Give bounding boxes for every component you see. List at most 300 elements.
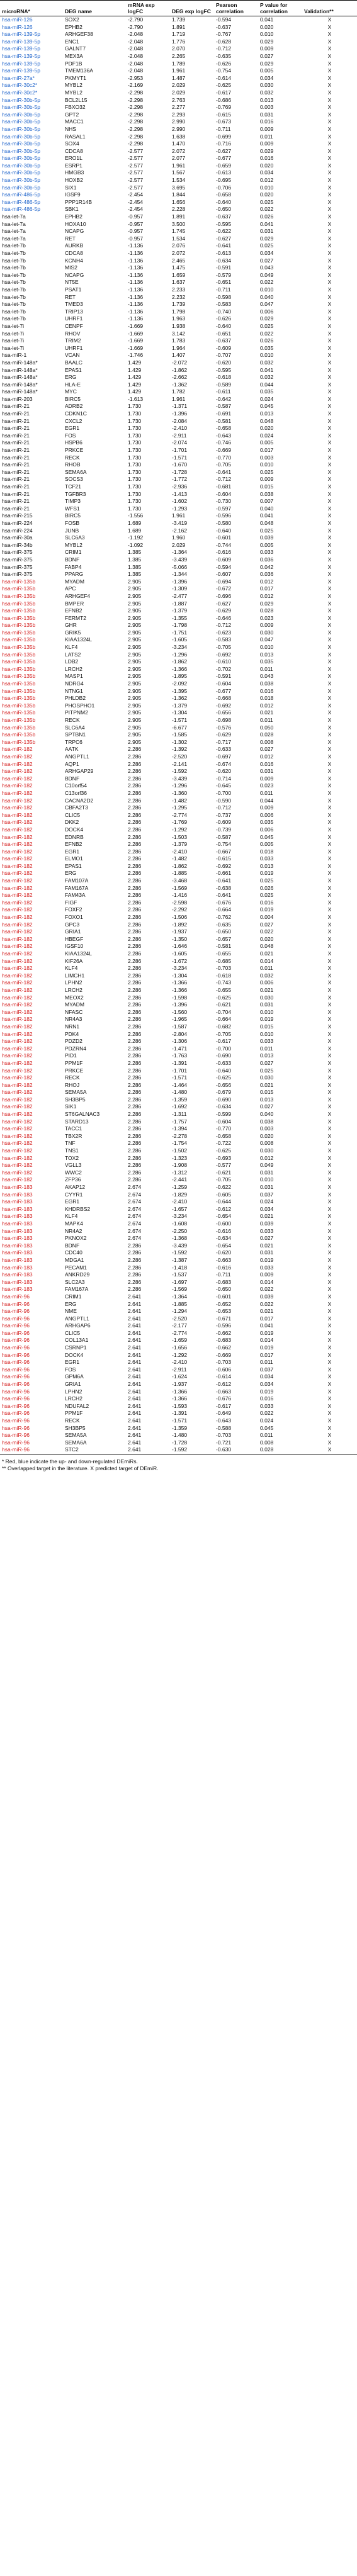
cell-pvalue: 0.013 xyxy=(260,651,274,658)
table-row xyxy=(0,651,357,659)
cell-pearson: -0.590 xyxy=(216,797,232,804)
cell-validation: X xyxy=(327,23,332,30)
table-row xyxy=(0,1045,357,1053)
cell-microrna: hsa-let-7b xyxy=(2,257,26,264)
cell-deg-name: BAALC xyxy=(65,359,82,366)
cell-validation: X xyxy=(327,45,332,52)
table-row xyxy=(0,1352,357,1359)
cell-pearson: -0.663 xyxy=(216,1256,232,1263)
table-row xyxy=(0,1191,357,1199)
cell-pvalue: 0.030 xyxy=(260,994,274,1001)
cell-deg-name: FABP4 xyxy=(65,563,82,570)
cell-mrna-exp: 2.905 xyxy=(128,622,142,629)
cell-deg-name: MAPK4 xyxy=(65,1220,83,1227)
cell-deg-exp: 1.844 xyxy=(172,191,186,198)
cell-microrna: hsa-miR-203 xyxy=(2,395,33,402)
table-row xyxy=(0,804,357,812)
table-row xyxy=(0,1366,357,1374)
cell-pvalue: 0.031 xyxy=(260,228,274,235)
cell-deg-name: PECAM1 xyxy=(65,1264,87,1271)
cell-microrna: hsa-miR-96 xyxy=(2,1424,30,1431)
cell-microrna: hsa-miR-182 xyxy=(2,986,33,993)
cell-mrna-exp: -1.136 xyxy=(128,250,144,256)
cell-pvalue: 0.009 xyxy=(260,804,274,811)
cell-pearson: -0.640 xyxy=(216,1067,232,1074)
cell-pearson: -0.613 xyxy=(216,250,232,256)
table-row xyxy=(0,162,357,170)
cell-validation: X xyxy=(327,1074,332,1081)
cell-pvalue: 0.030 xyxy=(260,1147,274,1154)
cell-pearson: -0.676 xyxy=(216,1395,232,1402)
cell-deg-exp: -1.344 xyxy=(172,571,188,578)
table-row xyxy=(0,235,357,243)
cell-pearson: -0.627 xyxy=(216,147,232,154)
cell-mrna-exp: -2.298 xyxy=(128,96,144,103)
table-row xyxy=(0,1322,357,1330)
cell-validation: X xyxy=(327,1140,332,1147)
cell-deg-exp: -1.394 xyxy=(172,1125,188,1132)
table-row xyxy=(0,877,357,885)
cell-pvalue: 0.015 xyxy=(260,1089,274,1096)
cell-pvalue: 0.005 xyxy=(260,841,274,848)
cell-validation: X xyxy=(327,111,332,118)
cell-microrna: hsa-miR-182 xyxy=(2,979,33,986)
cell-deg-name: PID1 xyxy=(65,1052,77,1059)
table-row xyxy=(0,1403,357,1410)
cell-pearson: -0.705 xyxy=(216,1030,232,1037)
cell-microrna: hsa-miR-182 xyxy=(2,1030,33,1037)
cell-validation: X xyxy=(327,60,332,67)
cell-validation: X xyxy=(327,1191,332,1198)
table-row xyxy=(0,702,357,710)
cell-mrna-exp: -2.298 xyxy=(128,89,144,96)
cell-pearson: -0.664 xyxy=(216,906,232,913)
cell-mrna-exp: 2.286 xyxy=(128,862,142,869)
cell-validation: X xyxy=(327,337,332,344)
cell-pearson: -0.579 xyxy=(216,271,232,278)
cell-mrna-exp: -2.048 xyxy=(128,38,144,45)
cell-microrna: hsa-miR-182 xyxy=(2,1081,33,1088)
cell-deg-name: CRIM1 xyxy=(65,1293,82,1300)
table-row xyxy=(0,155,357,162)
cell-pearson: -0.651 xyxy=(216,279,232,286)
cell-deg-exp: -1.395 xyxy=(172,687,188,694)
cell-microrna: hsa-miR-135b xyxy=(2,600,36,607)
cell-deg-name: GPT2 xyxy=(65,111,79,118)
cell-validation: X xyxy=(327,753,332,760)
cell-deg-exp: -1.602 xyxy=(172,498,188,505)
cell-microrna: hsa-let-7b xyxy=(2,301,26,308)
cell-deg-exp: -1.323 xyxy=(172,1154,188,1161)
cell-validation: X xyxy=(327,1351,332,1358)
cell-pvalue: 0.009 xyxy=(260,622,274,629)
cell-microrna: hsa-miR-182 xyxy=(2,1103,33,1110)
cell-mrna-exp: 2.286 xyxy=(128,1111,142,1118)
cell-pvalue: 0.022 xyxy=(260,1286,274,1293)
cell-microrna: hsa-miR-182 xyxy=(2,884,33,891)
cell-microrna: hsa-miR-182 xyxy=(2,1074,33,1081)
cell-deg-exp: -1.295 xyxy=(172,804,188,811)
cell-validation: X xyxy=(327,38,332,45)
table-row xyxy=(0,388,357,396)
cell-mrna-exp: 2.674 xyxy=(128,1184,142,1190)
cell-mrna-exp: -2.577 xyxy=(128,147,144,154)
cell-deg-exp: -1.571 xyxy=(172,1417,188,1424)
cell-microrna: hsa-let-7b xyxy=(2,264,26,271)
table-row xyxy=(0,1125,357,1133)
cell-validation: X xyxy=(327,104,332,111)
table-row xyxy=(0,16,357,24)
cell-deg-exp: -1.413 xyxy=(172,490,188,497)
cell-validation: X xyxy=(327,848,332,855)
table-row xyxy=(0,264,357,272)
cell-pvalue: 0.028 xyxy=(260,607,274,614)
cell-pvalue: 0.013 xyxy=(260,410,274,417)
cell-pvalue: 0.021 xyxy=(260,986,274,993)
cell-mrna-exp: 1.429 xyxy=(128,366,142,373)
cell-pvalue: 0.031 xyxy=(260,1184,274,1190)
cell-deg-name: BDNF xyxy=(65,556,80,563)
cell-deg-exp: -2.410 xyxy=(172,848,188,855)
cell-microrna: hsa-miR-135b xyxy=(2,731,36,738)
cell-deg-name: LIMCH1 xyxy=(65,972,85,979)
cell-validation: X xyxy=(327,447,332,454)
cell-deg-exp: -1.569 xyxy=(172,1286,188,1293)
cell-deg-name: EPAS1 xyxy=(65,366,82,373)
cell-mrna-exp: 2.286 xyxy=(128,1030,142,1037)
cell-validation: X xyxy=(327,1242,332,1249)
cell-deg-name: SBK1 xyxy=(65,206,79,213)
table-row xyxy=(0,199,357,206)
cell-pvalue: 0.033 xyxy=(260,549,274,556)
cell-validation: X xyxy=(327,534,332,541)
cell-deg-exp: -1.763 xyxy=(172,1052,188,1059)
cell-mrna-exp: 1.730 xyxy=(128,447,142,454)
table-row xyxy=(0,1052,357,1060)
cell-deg-name: PRKCE xyxy=(65,447,84,454)
table-row xyxy=(0,512,357,520)
cell-pvalue: 0.019 xyxy=(260,1329,274,1336)
cell-deg-name: CRIM1 xyxy=(65,549,82,556)
cell-mrna-exp: 2.641 xyxy=(128,1424,142,1431)
footnotes xyxy=(0,1454,357,1472)
cell-deg-exp: -1.366 xyxy=(172,979,188,986)
table-row xyxy=(0,899,357,907)
cell-microrna: hsa-miR-182 xyxy=(2,848,33,855)
cell-pearson: -0.598 xyxy=(216,293,232,300)
cell-pearson: -0.621 xyxy=(216,1001,232,1008)
cell-pvalue: 0.043 xyxy=(260,673,274,680)
cell-pearson: -0.601 xyxy=(216,1293,232,1300)
cell-validation: X xyxy=(327,1045,332,1052)
cell-validation: X xyxy=(327,439,332,446)
cell-mrna-exp: -1.613 xyxy=(128,395,144,402)
cell-pvalue: 0.010 xyxy=(260,1176,274,1183)
cell-mrna-exp: 2.905 xyxy=(128,592,142,599)
cell-pearson: -0.607 xyxy=(216,571,232,578)
cell-pearson: -0.652 xyxy=(216,1300,232,1307)
cell-microrna: hsa-let-7i xyxy=(2,322,24,329)
cell-pearson: -0.703 xyxy=(216,1432,232,1439)
cell-deg-exp: 2.763 xyxy=(172,96,186,103)
cell-validation: X xyxy=(327,1023,332,1030)
table-row xyxy=(0,1344,357,1352)
cell-deg-exp: 1.961 xyxy=(172,512,186,519)
cell-pvalue: 0.011 xyxy=(260,665,273,672)
table-row xyxy=(0,1432,357,1439)
cell-validation: X xyxy=(327,279,332,286)
cell-pvalue: 0.018 xyxy=(260,695,274,702)
cell-mrna-exp: 1.730 xyxy=(128,490,142,497)
cell-deg-name: SEMA6A xyxy=(65,1439,87,1446)
table-row xyxy=(0,1023,357,1031)
cell-deg-exp: -1.294 xyxy=(172,1308,188,1315)
cell-pearson: -0.614 xyxy=(216,74,232,81)
cell-deg-exp: 2.029 xyxy=(172,541,186,548)
cell-deg-exp: -1.296 xyxy=(172,651,188,658)
cell-deg-exp: 1.745 xyxy=(172,228,186,235)
cell-deg-exp: 2.232 xyxy=(172,293,186,300)
table-row xyxy=(0,1264,357,1272)
table-row xyxy=(0,1439,357,1447)
cell-pvalue: 0.034 xyxy=(260,1381,274,1388)
cell-microrna: hsa-miR-182 xyxy=(2,797,33,804)
cell-pvalue: 0.027 xyxy=(260,921,274,928)
cell-pvalue: 0.014 xyxy=(260,957,274,964)
cell-mrna-exp: 2.286 xyxy=(128,1132,142,1139)
cell-pearson: -0.620 xyxy=(216,768,232,775)
cell-microrna: hsa-miR-96 xyxy=(2,1388,30,1395)
cell-pvalue: 0.005 xyxy=(260,67,274,74)
cell-deg-exp: -1.728 xyxy=(172,468,188,475)
cell-deg-name: TMEM136A xyxy=(65,67,93,74)
table-row xyxy=(0,826,357,834)
table-row xyxy=(0,666,357,673)
cell-validation: X xyxy=(327,498,332,505)
cell-pearson: -0.616 xyxy=(216,1227,232,1234)
cell-deg-exp: -1.728 xyxy=(172,1439,188,1446)
cell-pvalue: 0.006 xyxy=(260,979,274,986)
cell-mrna-exp: 2.286 xyxy=(128,892,142,899)
table-row xyxy=(0,476,357,483)
cell-mrna-exp: -2.577 xyxy=(128,155,144,162)
cell-microrna: hsa-miR-182 xyxy=(2,877,33,884)
cell-microrna: hsa-miR-21 xyxy=(2,410,30,417)
cell-validation: X xyxy=(327,1249,332,1256)
cell-pvalue: 0.010 xyxy=(260,286,274,293)
cell-pvalue: 0.011 xyxy=(260,717,273,723)
cell-deg-exp: -1.585 xyxy=(172,731,188,738)
table-row xyxy=(0,67,357,75)
cell-mrna-exp: 2.286 xyxy=(128,1052,142,1059)
cell-microrna: hsa-miR-183 xyxy=(2,1220,33,1227)
cell-deg-exp: -1.416 xyxy=(172,892,188,899)
cell-mrna-exp: 2.905 xyxy=(128,585,142,592)
cell-deg-name: DKK2 xyxy=(65,819,79,826)
cell-validation: X xyxy=(327,1395,332,1402)
table-row xyxy=(0,1198,357,1206)
cell-deg-name: SH3BP5 xyxy=(65,1096,86,1103)
cell-deg-name: TNF xyxy=(65,1140,76,1147)
table-row xyxy=(0,1213,357,1220)
table-row xyxy=(0,629,357,637)
cell-pvalue: 0.029 xyxy=(260,147,274,154)
cell-microrna: hsa-miR-126 xyxy=(2,16,33,23)
cell-microrna: hsa-miR-182 xyxy=(2,789,33,796)
table-row xyxy=(0,1410,357,1417)
cell-microrna: hsa-miR-224 xyxy=(2,519,33,526)
cell-deg-exp: -1.312 xyxy=(172,1169,188,1176)
cell-validation: X xyxy=(327,483,332,490)
cell-pvalue: 0.024 xyxy=(260,1198,274,1205)
cell-microrna: hsa-miR-96 xyxy=(2,1432,30,1439)
cell-deg-name: STARD13 xyxy=(65,1118,89,1125)
cell-pearson: -0.712 xyxy=(216,804,232,811)
cell-deg-exp: -1.311 xyxy=(172,1111,187,1118)
cell-validation: X xyxy=(327,1271,332,1278)
cell-pvalue: 0.035 xyxy=(260,344,274,351)
cell-pearson: -0.722 xyxy=(216,1140,232,1147)
cell-validation: X xyxy=(327,1030,332,1037)
cell-pearson: -0.711 xyxy=(216,125,231,132)
table-row xyxy=(0,717,357,724)
cell-mrna-exp: -2.790 xyxy=(128,23,144,30)
cell-microrna: hsa-miR-182 xyxy=(2,1038,33,1045)
cell-deg-name: VCAN xyxy=(65,352,80,359)
cell-pvalue: 0.021 xyxy=(260,1213,274,1220)
cell-pearson: -0.641 xyxy=(216,892,232,899)
cell-deg-exp: -1.306 xyxy=(172,1038,188,1045)
cell-deg-name: FERMT2 xyxy=(65,614,86,621)
cell-deg-exp: -1.571 xyxy=(172,1074,188,1081)
table-row xyxy=(0,1330,357,1337)
cell-pvalue: 0.005 xyxy=(260,439,274,446)
table-row xyxy=(0,315,357,323)
cell-deg-exp: -3.234 xyxy=(172,965,188,972)
cell-microrna: hsa-let-7a xyxy=(2,213,26,220)
cell-deg-exp: -2.278 xyxy=(172,1132,188,1139)
cell-microrna: hsa-miR-183 xyxy=(2,1227,33,1234)
cell-mrna-exp: 2.905 xyxy=(128,658,142,665)
cell-validation: X xyxy=(327,410,332,417)
cell-pearson: -0.651 xyxy=(216,330,232,337)
cell-mrna-exp: 2.905 xyxy=(128,600,142,607)
cell-microrna: hsa-miR-182 xyxy=(2,1132,33,1139)
cell-microrna: hsa-miR-96 xyxy=(2,1395,30,1402)
cell-validation: X xyxy=(327,169,332,176)
cell-mrna-exp: -1.136 xyxy=(128,315,144,322)
table-row xyxy=(0,352,357,359)
cell-validation: X xyxy=(327,1308,332,1315)
cell-deg-name: MYC xyxy=(65,388,77,395)
cell-validation: X xyxy=(327,403,332,410)
cell-validation: X xyxy=(327,220,332,227)
table-row xyxy=(0,140,357,148)
cell-deg-exp: -1.885 xyxy=(172,1300,188,1307)
table-row xyxy=(0,148,357,155)
cell-mrna-exp: 2.674 xyxy=(128,1220,142,1227)
cell-deg-name: CLIC5 xyxy=(65,1329,81,1336)
cell-validation: X xyxy=(327,965,332,972)
cell-deg-exp: 1.961 xyxy=(172,162,186,169)
cell-deg-name: FAM167A xyxy=(65,884,89,891)
cell-deg-name: VGLL3 xyxy=(65,1162,82,1169)
cell-pvalue: 0.017 xyxy=(260,585,274,592)
cell-validation: X xyxy=(327,89,332,96)
table-row xyxy=(0,593,357,600)
cell-pvalue: 0.027 xyxy=(260,1059,274,1066)
cell-pearson: -0.676 xyxy=(216,899,232,906)
cell-pearson: -0.594 xyxy=(216,563,232,570)
cell-deg-exp: -3.439 xyxy=(172,775,188,782)
cell-deg-name: SOX4 xyxy=(65,140,79,147)
cell-mrna-exp: 1.730 xyxy=(128,498,142,505)
cell-deg-name: ARHGAP6 xyxy=(65,1322,91,1329)
cell-mrna-exp: 2.286 xyxy=(128,1016,142,1023)
cell-pearson: -0.615 xyxy=(216,855,232,862)
cell-deg-name: KLF4 xyxy=(65,644,78,651)
cell-deg-exp: -2.084 xyxy=(172,417,188,424)
cell-deg-name: FIGF xyxy=(65,899,77,906)
cell-validation: X xyxy=(327,556,332,563)
cell-pearson: -0.625 xyxy=(216,1147,232,1154)
cell-deg-exp: 2.072 xyxy=(172,250,186,256)
table-row xyxy=(0,483,357,491)
cell-deg-exp: -1.605 xyxy=(172,950,188,957)
cell-deg-exp: -2.774 xyxy=(172,1329,188,1336)
cell-mrna-exp: 2.905 xyxy=(128,578,142,585)
cell-mrna-exp: 2.641 xyxy=(128,1432,142,1439)
cell-pearson: -0.692 xyxy=(216,862,232,869)
cell-validation: X xyxy=(327,31,332,38)
table-row xyxy=(0,1235,357,1242)
cell-pvalue: 0.045 xyxy=(260,833,274,840)
table-row xyxy=(0,987,357,994)
table-row xyxy=(0,206,357,213)
cell-deg-name: EGR1 xyxy=(65,1359,80,1366)
cell-deg-exp: 2.233 xyxy=(172,286,186,293)
cell-deg-name: SIK1 xyxy=(65,1103,77,1110)
cell-pvalue: 0.023 xyxy=(260,614,274,621)
cell-microrna: hsa-miR-30b-5p xyxy=(2,104,40,111)
cell-deg-name: NTNG1 xyxy=(65,687,83,694)
table-row xyxy=(0,1271,357,1279)
cell-deg-name: EPHB2 xyxy=(65,23,82,30)
cell-validation: X xyxy=(327,82,332,89)
cell-pearson: -0.583 xyxy=(216,301,232,308)
cell-deg-exp: -1.480 xyxy=(172,1089,188,1096)
cell-pvalue: 0.030 xyxy=(260,629,274,636)
cell-pearson: -0.730 xyxy=(216,498,232,505)
table-row xyxy=(0,958,357,965)
cell-pvalue: 0.041 xyxy=(260,512,274,519)
cell-validation: X xyxy=(327,133,332,140)
cell-deg-exp: -1.309 xyxy=(172,585,188,592)
cell-validation: X xyxy=(327,527,332,534)
cell-microrna: hsa-miR-30b-5p xyxy=(2,177,40,184)
cell-deg-name: EGR1 xyxy=(65,1198,80,1205)
cell-validation: X xyxy=(327,950,332,957)
cell-deg-name: EDNRB xyxy=(65,833,84,840)
cell-validation: X xyxy=(327,914,332,921)
cell-mrna-exp: 2.641 xyxy=(128,1300,142,1307)
cell-deg-exp: -2.410 xyxy=(172,1198,188,1205)
cell-mrna-exp: 2.286 xyxy=(128,965,142,972)
cell-deg-name: FOXO1 xyxy=(65,914,83,921)
cell-deg-exp: -1.418 xyxy=(172,1264,188,1271)
cell-deg-name: PHOSPHO1 xyxy=(65,702,95,709)
cell-mrna-exp: 2.641 xyxy=(128,1351,142,1358)
